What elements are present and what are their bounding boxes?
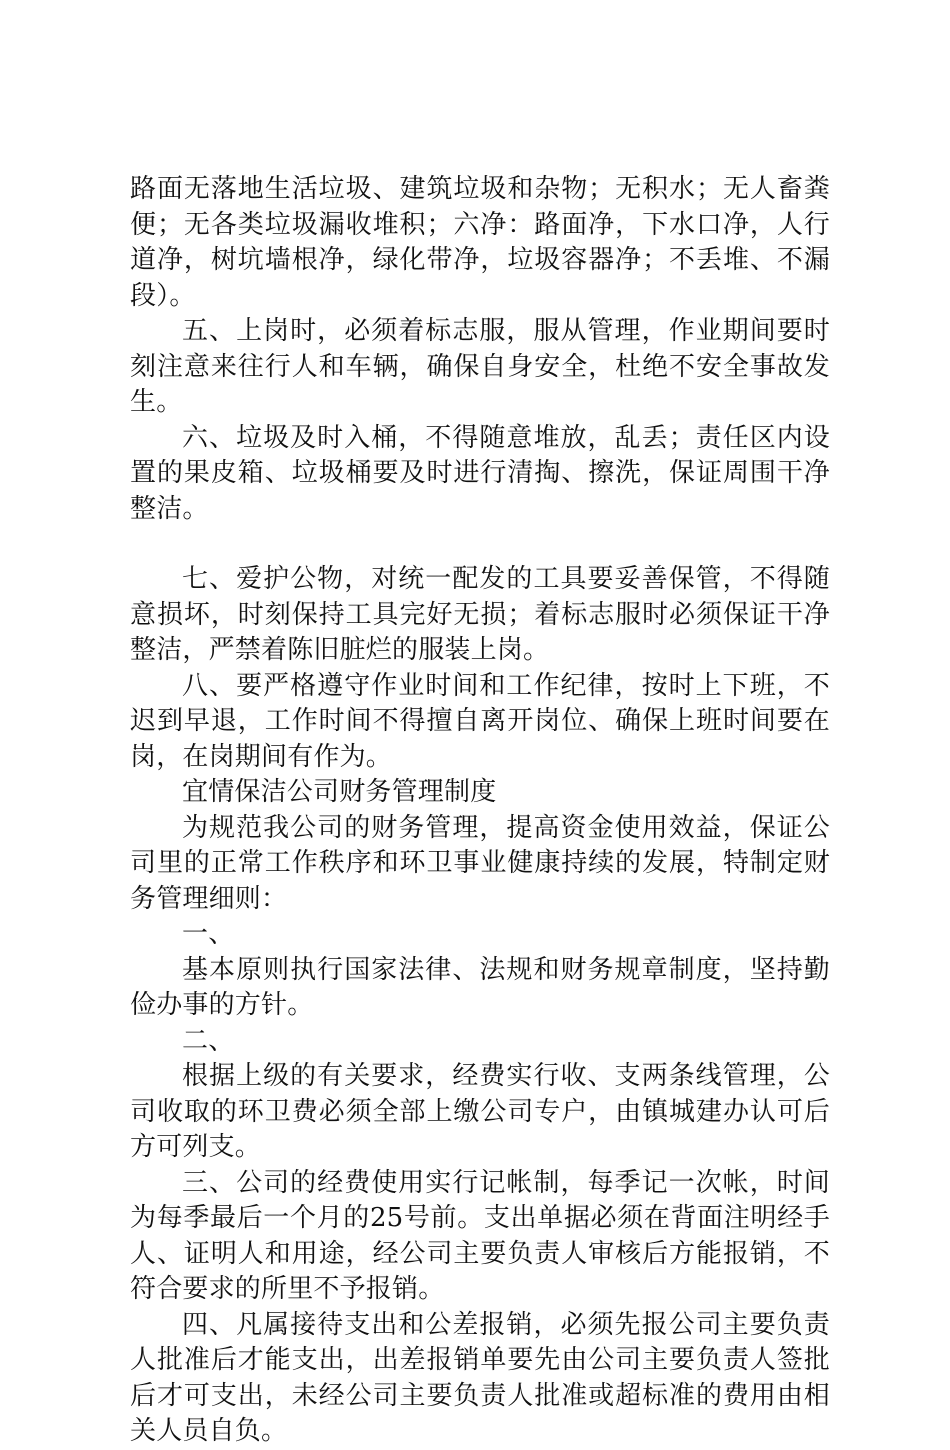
section-number-one: 一、: [182, 919, 235, 949]
section-title: 宜情保洁公司财务管理制度: [182, 777, 497, 807]
paragraph-cleanliness-standards: 路面无落地生活垃圾、建筑垃圾和杂物；无积水；无人畜粪便；无各类垃圾漏收堆积；六净：路面净，下水口净，人行道净，树坑墙根净，绿化带净，垃圾容器净；不丢堆、不漏段）。: [130, 174, 830, 311]
paragraph-rule-eight: 八、要严格遵守作业时间和工作纪律，按时上下班，不迟到早退，工作时间不得擅自离开岗位、确保上班时间要在岗，在岗期间有作为。: [130, 670, 830, 772]
paragraph-intro: 为规范我公司的财务管理，提高资金使用效益，保证公司里的正常工作秩序和环卫事业健康持续的发展，特制定财务管理细则：: [130, 812, 830, 914]
paragraph-bookkeeping: 三、公司的经费使用实行记帐制，每季记一次帐，时间为每季最后一个月的25号前。支出单据必须在背面注明经手人、证明人和用途，经公司主要负责人审核后方能报销，不符合要求的所里不予报销。: [130, 1167, 830, 1304]
paragraph-rule-six: 六、垃圾及时入桶，不得随意堆放，乱丢；责任区内设置的果皮箱、垃圾桶要及时进行清掏、擦洗，保证周围干净整洁。: [130, 422, 830, 524]
document-page: [130, 172, 830, 1450]
section-number-two: 二、: [182, 1025, 235, 1056]
paragraph-rule-seven: 七、爱护公物，对统一配发的工具要妥善保管，不得随意损坏，时刻保持工具完好无损；着标志服时必须保证干净整洁，严禁着陈旧脏烂的服装上岗。: [130, 564, 830, 665]
paragraph-reimbursement: 四、凡属接待支出和公差报销，必须先报公司主要负责人批准后才能支出，出差报销单要先由公司主要负责人签批后才可支出，未经公司主要负责人批准或超标准的费用由相关人员自负。: [130, 1309, 830, 1446]
paragraph-fund-management: 根据上级的有关要求，经费实行收、支两条线管理，公司收取的环卫费必须全部上缴公司专户，由镇城建办认可后方可列支。: [130, 1061, 830, 1162]
paragraph-basic-principle: 基本原则执行国家法律、法规和财务规章制度，坚持勤俭办事的方针。: [130, 954, 830, 1020]
paragraph-rule-five: 五、上岗时，必须着标志服，服从管理，作业期间要时刻注意来往行人和车辆，确保自身安全，杜绝不安全事故发生。: [130, 316, 830, 417]
